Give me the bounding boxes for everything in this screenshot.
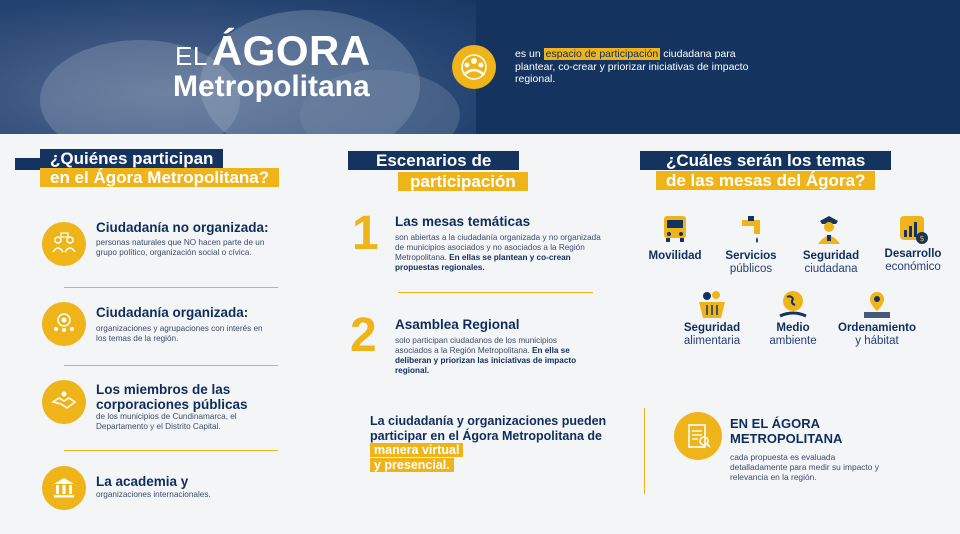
- participation-mode-text: La ciudadanía y organizaciones pueden participar en el Ágora Metropolitana de manera virtual y presencial.: [370, 414, 607, 472]
- who-item-2-title: Ciudadanía organizada:: [96, 305, 249, 320]
- header-intro: es un espacio de participación ciudadana para plantear, co-crear y priorizar iniciativas de impacto regional.: [515, 48, 749, 85]
- scenarios-heading-line1: Escenarios de: [348, 151, 519, 170]
- scenario-2-desc: solo participan ciudadanos de los municipios asociados a la Región Metropolitana. En ella se deliberan y priorizan las iniciativas de impacto regional.: [395, 336, 577, 375]
- topic-servicios-publicos: Servicios públicos: [725, 250, 777, 275]
- who-item-3-title: Los miembros de las corporaciones públicas: [96, 382, 248, 412]
- topics-heading-line2: de las mesas del Ágora?: [656, 171, 875, 190]
- topic-movilidad: Movilidad: [648, 250, 702, 262]
- who-item-3-desc: de los municipios de Cundinamarca, el Departamento y el Distrito Capital.: [96, 412, 237, 431]
- who-item-1-desc: personas naturales que NO hacen parte de un grupo político, organización social o cívica.: [96, 238, 265, 257]
- separator: [64, 450, 278, 451]
- header-title: ELÁGORA: [175, 27, 371, 74]
- faucet-icon: [734, 212, 768, 246]
- separator: [64, 287, 278, 288]
- header-subtitle: Metropolitana: [173, 70, 370, 103]
- who-item-1-title: Ciudadanía no organizada:: [96, 220, 269, 235]
- who-item-4-title: La academia y: [96, 474, 189, 489]
- separator: [398, 292, 593, 293]
- community-hands-icon: [452, 45, 496, 89]
- evaluation-checklist-icon: [674, 412, 722, 460]
- topic-ordenamiento: Ordenamiento y hábitat: [838, 322, 916, 347]
- scenario-2-number: 2: [350, 309, 377, 362]
- divider-line: [644, 408, 645, 494]
- svg-text:$: $: [919, 234, 925, 243]
- food-basket-icon: [695, 288, 729, 322]
- who-item-4-desc: organizaciones internacionales.: [96, 490, 211, 499]
- police-officer-icon: [812, 212, 846, 246]
- bus-icon: [658, 212, 692, 246]
- who-heading-line1: ¿Quiénes participan: [40, 149, 223, 168]
- topic-desarrollo-economico: Desarrollo económico: [884, 248, 942, 273]
- people-group-icon: [42, 222, 86, 266]
- scenario-2-title: Asamblea Regional: [395, 317, 520, 332]
- topics-heading-line1: ¿Cuáles serán los temas: [640, 151, 891, 170]
- scenarios-heading-line2: participación: [398, 172, 528, 191]
- scenario-1-desc: son abiertas a la ciudadanía organizada y no organizada de municipios asociados y no asociados a la Región Metropolitana. En ellas se plantean y co-crean propuestas regionales.: [395, 233, 601, 272]
- topic-medio-ambiente: Medio ambiente: [769, 322, 817, 347]
- evaluation-title: EN EL ÁGORA METROPOLITANA: [730, 416, 843, 446]
- topic-seguridad-ciudadana: Seguridad ciudadana: [802, 250, 860, 275]
- target-people-icon: [42, 302, 86, 346]
- scenario-1-title: Las mesas temáticas: [395, 214, 531, 229]
- header-banner: [0, 0, 960, 134]
- city-planning-icon: [860, 288, 894, 322]
- evaluation-desc: cada propuesta es evaluada detalladamente para medir su impacto y relevancia en la región.: [730, 452, 879, 482]
- handshake-icon: [42, 380, 86, 424]
- heading-accent: [15, 158, 40, 170]
- who-heading-line2: en el Ágora Metropolitana?: [40, 168, 279, 187]
- topic-seguridad-alimentaria: Seguridad alimentaria: [683, 322, 741, 347]
- who-item-2-desc: organizaciones y agrupaciones con interés en los temas de la región.: [96, 324, 263, 343]
- separator: [64, 365, 278, 366]
- scenario-1-number: 1: [352, 207, 379, 260]
- earth-hand-icon: [776, 288, 810, 322]
- economic-growth-icon: [896, 212, 930, 246]
- university-building-icon: [42, 466, 86, 510]
